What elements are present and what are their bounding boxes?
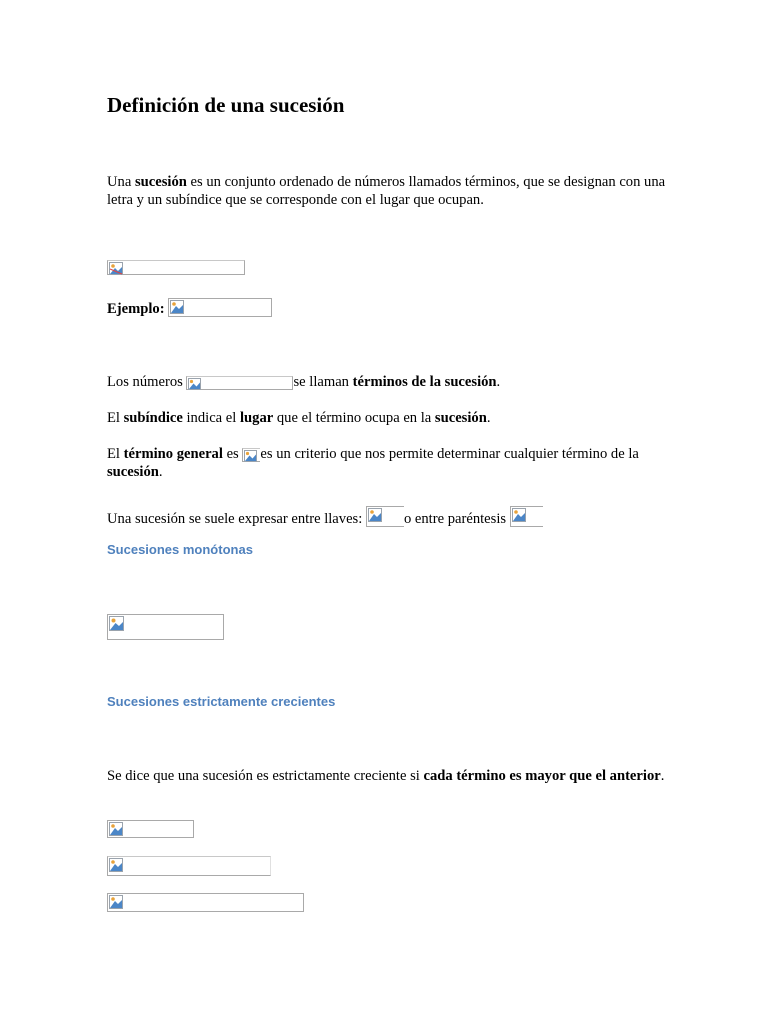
intro-text-1: Una bbox=[107, 174, 135, 190]
parentheses-formula-image bbox=[510, 506, 543, 527]
braces-formula-image bbox=[366, 506, 404, 527]
formula-image-increasing-3 bbox=[107, 893, 304, 912]
broken-image-icon bbox=[188, 378, 201, 390]
increasing-text-1: Se dice que una sucesión es estrictamente creciente si bbox=[107, 768, 424, 784]
intro-bold-sucesion: sucesión bbox=[134, 174, 187, 190]
notation-paragraph bbox=[107, 506, 667, 528]
general-bold-2: sucesión bbox=[107, 464, 159, 480]
broken-image-icon bbox=[170, 300, 184, 314]
terms-paragraph bbox=[107, 373, 667, 391]
intro-text-2: es un conjunto ordenado de números llamados términos, que se designan con una letra y un subíndice que se corresponde con el lugar que ocupan. bbox=[107, 174, 666, 208]
subindex-bold-1: subíndice bbox=[123, 410, 183, 426]
general-text-1: El bbox=[107, 446, 124, 462]
broken-image-icon bbox=[109, 616, 124, 631]
terms-text-3: . bbox=[496, 374, 501, 390]
terms-text-2: se llaman bbox=[293, 374, 353, 390]
notation-text-2: o entre paréntesis bbox=[403, 511, 510, 527]
heading-monotone: Sucesiones monótonas bbox=[107, 542, 253, 557]
broken-image-frame bbox=[107, 893, 304, 912]
subindex-text-2: indica el bbox=[182, 410, 240, 426]
formula-image-monotone bbox=[107, 614, 224, 640]
terms-text-1: Los números bbox=[107, 374, 187, 390]
formula-image-increasing-1 bbox=[107, 820, 194, 838]
broken-image-icon bbox=[368, 508, 382, 522]
page-title: Definición de una sucesión bbox=[107, 93, 345, 117]
subindex-text-4: . bbox=[486, 410, 491, 426]
broken-image-icon bbox=[244, 450, 257, 462]
example-line bbox=[107, 298, 667, 318]
formula-image-1 bbox=[107, 260, 245, 278]
subindex-bold-3: sucesión bbox=[434, 410, 487, 426]
general-bold-1: término general bbox=[123, 446, 223, 462]
broken-image-icon bbox=[109, 262, 123, 275]
subindex-text-3: que el término ocupa en la bbox=[273, 410, 435, 426]
general-term-paragraph bbox=[107, 445, 667, 481]
intro-paragraph bbox=[107, 173, 667, 209]
formula-image-increasing-2 bbox=[107, 856, 271, 876]
subindex-bold-2: lugar bbox=[239, 410, 274, 426]
broken-image-frame bbox=[107, 820, 194, 838]
increasing-text-2: . bbox=[660, 768, 665, 784]
general-text-2: es bbox=[222, 446, 243, 462]
broken-image-frame bbox=[107, 260, 245, 275]
terms-formula-image bbox=[186, 376, 293, 390]
general-text-3: es un criterio que nos permite determinar cualquier término de la bbox=[260, 446, 639, 462]
subindex-text-1: El bbox=[107, 410, 124, 426]
terms-bold: términos de la sucesión bbox=[352, 374, 497, 390]
example-label: Ejemplo: bbox=[107, 301, 165, 317]
broken-image-icon bbox=[512, 508, 526, 522]
broken-image-icon bbox=[109, 858, 123, 872]
broken-image-icon bbox=[109, 895, 123, 909]
increasing-bold: cada término es mayor que el anterior bbox=[423, 768, 661, 784]
heading-increasing: Sucesiones estrictamente crecientes bbox=[107, 694, 336, 709]
example-formula-image bbox=[168, 298, 272, 317]
notation-text-1: Una sucesión se suele expresar entre llaves: bbox=[107, 511, 366, 527]
general-term-formula-image bbox=[242, 448, 260, 462]
broken-image-frame bbox=[107, 614, 224, 640]
increasing-paragraph bbox=[107, 767, 667, 785]
broken-image-frame bbox=[107, 856, 271, 876]
subindex-paragraph bbox=[107, 409, 667, 427]
general-text-4: . bbox=[158, 464, 163, 480]
broken-image-icon bbox=[109, 822, 123, 836]
